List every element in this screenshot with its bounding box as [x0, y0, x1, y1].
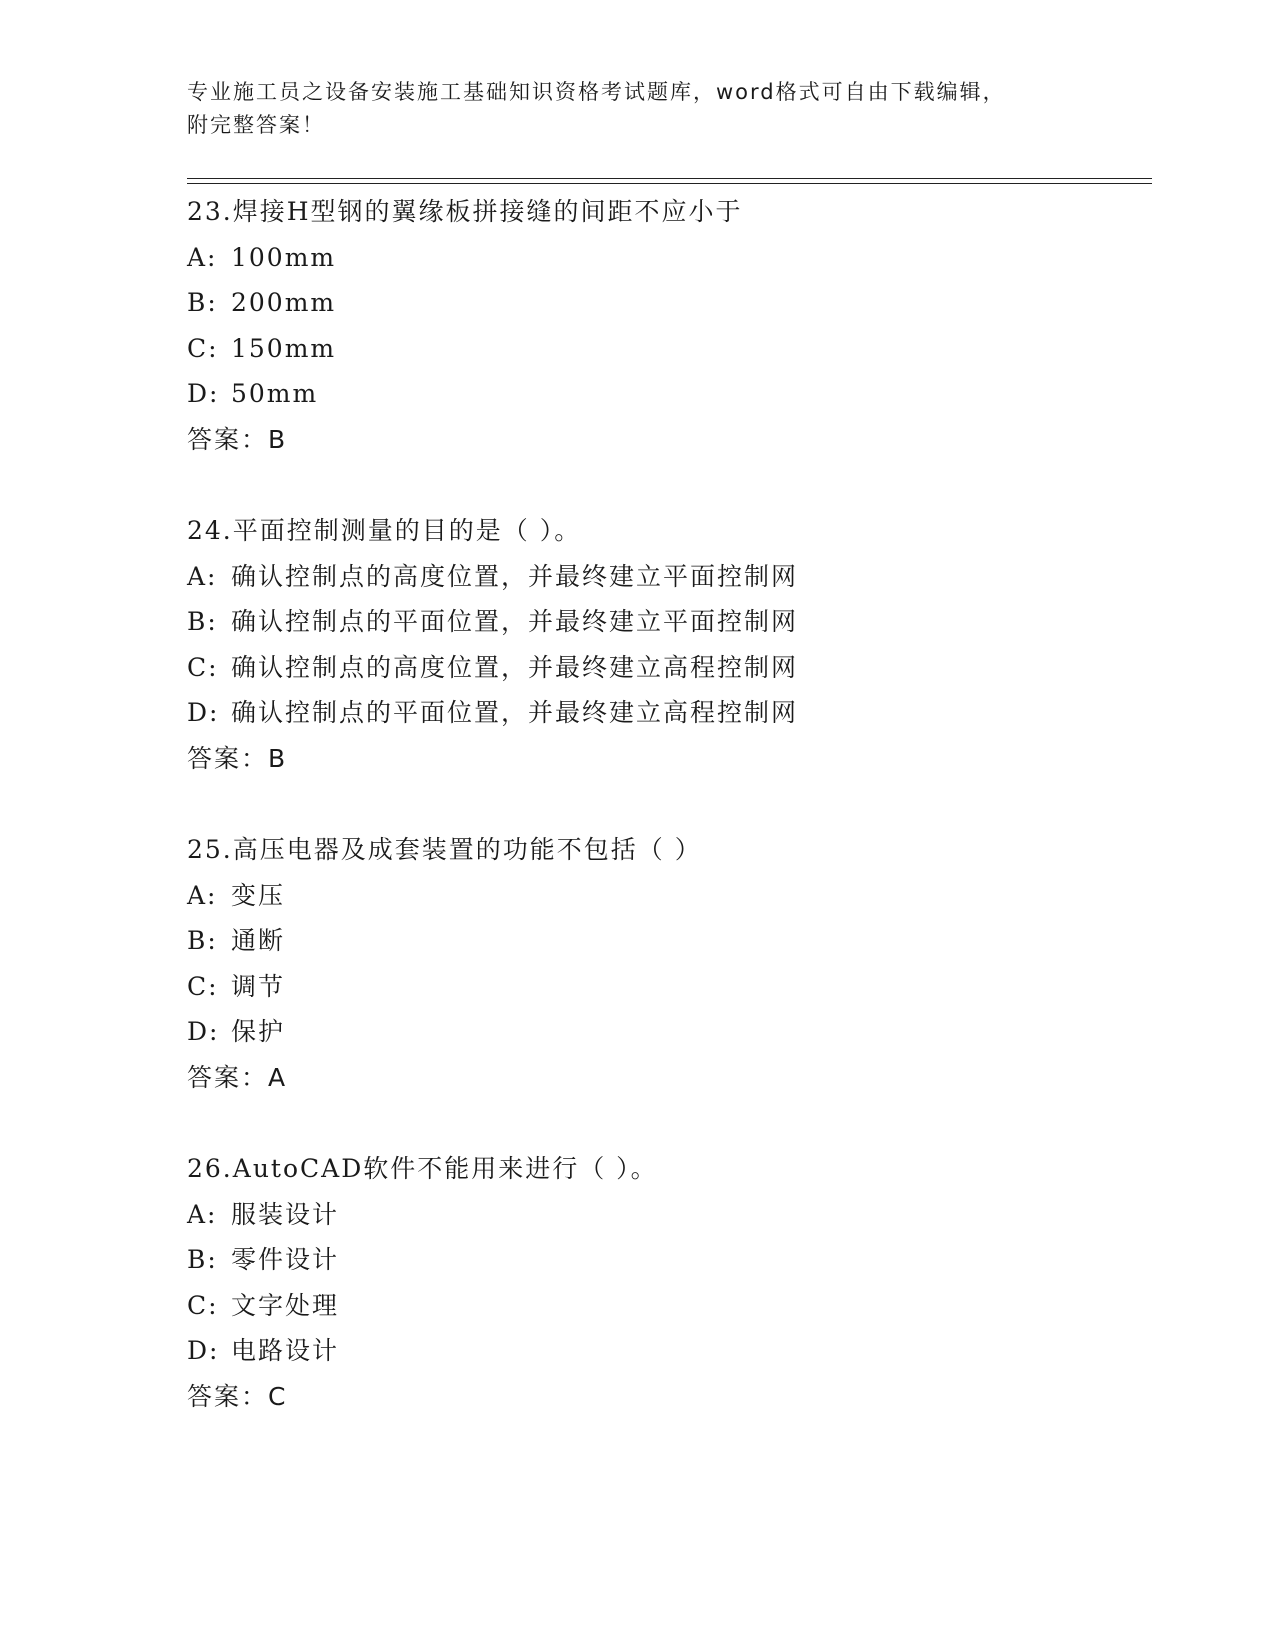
option-letter: C: — [187, 652, 219, 682]
answer-line: 答案：B — [187, 424, 288, 454]
question-stem: 24.平面控制测量的目的是（ ）。 — [187, 516, 582, 545]
answer-line: 答案：B — [187, 743, 288, 773]
option-letter: D: — [187, 379, 220, 408]
option-letter: A: — [187, 1199, 218, 1229]
option-c — [187, 964, 1152, 1010]
option-c — [187, 1283, 1152, 1329]
option-text: 文字处理 — [231, 1290, 340, 1320]
question-24 — [187, 508, 1152, 781]
option-d — [187, 371, 1152, 417]
answer-line: 答案：A — [187, 1062, 288, 1092]
option-a — [187, 235, 1152, 281]
option-letter: A: — [187, 561, 218, 591]
option-text: 50mm — [231, 379, 319, 408]
header-divider-bottom — [187, 183, 1152, 184]
question-23 — [187, 189, 1152, 462]
option-text: 确认控制点的平面位置，并最终建立高程控制网 — [231, 698, 799, 727]
option-d — [187, 1328, 1152, 1374]
option-text: 电路设计 — [231, 1336, 340, 1365]
option-c — [187, 645, 1152, 691]
header-line-1: 专业施工员之设备安装施工基础知识资格考试题库，word格式可自由下载编辑， — [187, 80, 1006, 104]
question-25 — [187, 827, 1152, 1100]
option-b — [187, 918, 1152, 964]
option-b — [187, 599, 1152, 645]
option-text: 服装设计 — [231, 1199, 340, 1229]
option-text: 确认控制点的平面位置，并最终建立平面控制网 — [231, 607, 799, 636]
question-26 — [187, 1146, 1152, 1419]
option-d — [187, 690, 1152, 736]
option-letter: B: — [187, 1245, 218, 1274]
header-line-2: 附完整答案！ — [187, 113, 325, 137]
option-text: 变压 — [231, 880, 286, 910]
option-letter: C: — [187, 1290, 219, 1320]
option-a — [187, 1192, 1152, 1238]
option-d — [187, 1009, 1152, 1055]
option-letter: A: — [187, 880, 218, 910]
answer-line: 答案：C — [187, 1381, 288, 1411]
option-text: 确认控制点的高度位置，并最终建立平面控制网 — [231, 561, 799, 591]
option-b — [187, 1237, 1152, 1283]
question-stem: 23.焊接H型钢的翼缘板拼接缝的间距不应小于 — [187, 197, 743, 226]
option-text: 确认控制点的高度位置，并最终建立高程控制网 — [231, 652, 799, 682]
option-c — [187, 326, 1152, 372]
option-text: 150mm — [231, 333, 337, 363]
option-a — [187, 873, 1152, 919]
option-letter: B: — [187, 607, 218, 636]
option-b — [187, 280, 1152, 326]
option-text: 保护 — [231, 1017, 286, 1046]
option-letter: B: — [187, 926, 218, 955]
option-letter: D: — [187, 698, 220, 727]
option-letter: D: — [187, 1336, 220, 1365]
question-list — [187, 189, 1152, 1465]
document-header — [187, 76, 1087, 142]
option-letter: A: — [187, 242, 218, 272]
option-letter: C: — [187, 971, 219, 1001]
option-text: 100mm — [231, 242, 337, 272]
option-letter: B: — [187, 288, 218, 317]
option-text: 通断 — [231, 926, 286, 955]
option-text: 零件设计 — [231, 1245, 340, 1274]
option-text: 200mm — [231, 288, 337, 317]
question-stem: 25.高压电器及成套装置的功能不包括（ ） — [187, 835, 702, 864]
question-stem: 26.AutoCAD软件不能用来进行（ ）。 — [187, 1154, 658, 1183]
option-text: 调节 — [231, 971, 286, 1001]
header-divider-top — [187, 178, 1152, 179]
option-a — [187, 554, 1152, 600]
option-letter: C: — [187, 333, 219, 363]
option-letter: D: — [187, 1017, 220, 1046]
